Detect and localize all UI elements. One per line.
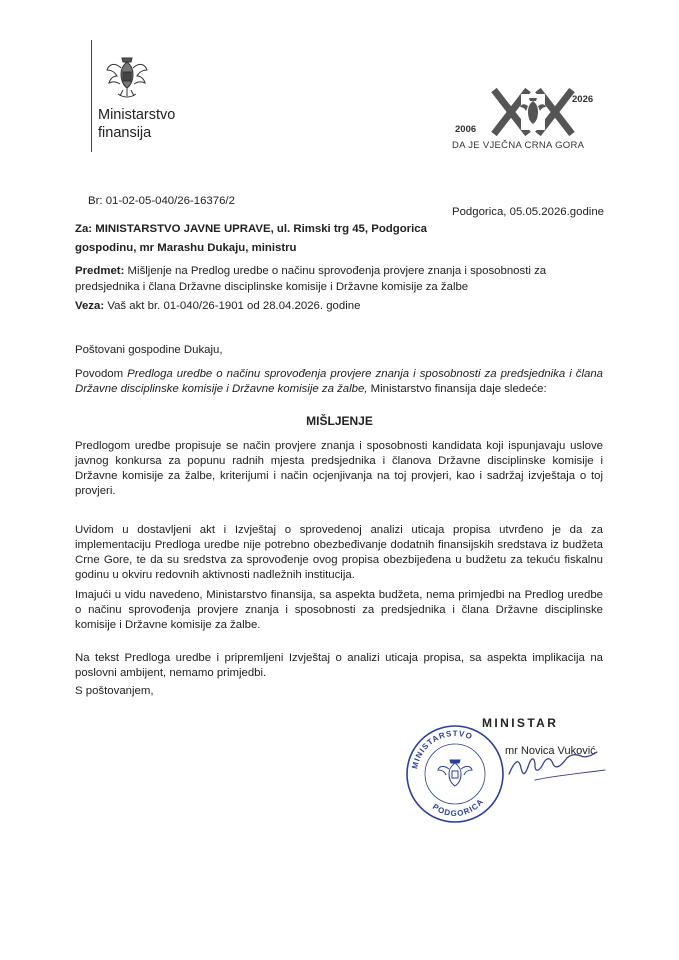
reference-text: Vaš akt br. 01-040/26-1901 od 28.04.2026. godine xyxy=(107,300,361,312)
subject-line1 xyxy=(75,264,605,279)
svg-text:PODGORICA xyxy=(431,797,486,818)
coat-of-arms-icon xyxy=(104,52,150,102)
salutation: Poštovani gospodine Dukaju, xyxy=(75,344,223,356)
anniversary-year-start: 2006 xyxy=(455,124,477,135)
ministry-name xyxy=(98,106,175,142)
recipient-line2: gospodinu, mr Marashu Dukaju, ministru xyxy=(75,242,297,254)
reference-label: Veza: xyxy=(75,300,105,312)
intro-start: Povodom xyxy=(75,368,124,380)
stamp-text-top: MINISTARSTVO xyxy=(410,728,475,770)
ministry-line2: finansija xyxy=(98,125,152,141)
stamp-text-bottom: PODGORICA xyxy=(430,796,486,819)
subject-label: Predmet: xyxy=(75,265,125,277)
anniversary-logo-icon xyxy=(488,86,578,138)
anniversary-year-end: 2026 xyxy=(572,94,594,105)
place-date: Podgorica, 05.05.2026.godine xyxy=(452,206,604,218)
signatory-name: mr Novica Vuković xyxy=(505,745,596,757)
closing: S poštovanjem, xyxy=(75,685,154,697)
header-divider xyxy=(91,40,92,152)
handwritten-signature-icon xyxy=(505,746,610,786)
stamp-lettering xyxy=(403,722,507,826)
opinion-heading: MIŠLJENJE xyxy=(306,414,373,428)
paragraph-3: Imajući u vidu navedeno, Ministarstvo finansija, sa aspekta budžeta, nema primjedbi na Predlog uredbe o načinu sprovođenja provjere znanja i sposobnosti za predsjednika i člana Državne disciplinske komisije i Državne komisije za žalbe. xyxy=(75,589,603,631)
intro-paragraph xyxy=(75,367,603,397)
recipient-line1 xyxy=(75,222,427,237)
reference-link xyxy=(75,299,360,314)
recipient-address: MINISTARSTVO JAVNE UPRAVE, ul. Rimski trg 45, Podgorica xyxy=(95,223,427,235)
intro-end: Ministarstvo finansija daje sledeće: xyxy=(370,383,547,395)
subject-text-1: Mišljenje na Predlog uredbe o načinu sprovođenja provjere znanja i sposobnosti za xyxy=(127,265,547,277)
intro-italic: Predloga uredbe o načinu sprovođenja provjere znanja i sposobnosti za predsjednika i člana Državne disciplinske komisije i Državne komisije za žalbe, xyxy=(75,368,604,395)
svg-text:MINISTARSTVO xyxy=(410,729,474,770)
ministry-line1: Ministarstvo xyxy=(98,107,176,123)
reference-number: Br: 01-02-05-040/26-16376/2 xyxy=(88,195,235,207)
paragraph-4: Na tekst Predloga uredbe i pripremljeni Izvještaj o analizi uticaja propisa, sa aspekta implikacija na poslovni ambijent, nemamo primjedbi. xyxy=(75,652,603,679)
signature-title: MINISTAR xyxy=(482,716,559,730)
anniversary-slogan: DA JE VJEČNA CRNA GORA xyxy=(452,140,585,151)
paragraph-2: Uvidom u dostavljeni akt i Izvještaj o sprovedenoj analizi uticaja propisa utvrđeno je da za implementaciju Predloga uredbe nije potrebno obezbeđivanje dodatnih finansijskih sredstava iz budžeta Crne Gore, te da su sredstva za sprovođenje ovog propisa obezbijeđena u budžetu za tekuću fiskalnu godinu u okviru redovnih aktivnosti nadležnih institucija. xyxy=(75,524,603,581)
recipient-label: Za: xyxy=(75,223,93,235)
paragraph-1: Predlogom uredbe propisuje se način provjere znanja i sposobnosti kandidata koji ispunjavaju uslove javnog konkursa za popunu radnih mjesta predsjednika i članova Državne disciplinske komisije i Državne komisije za žalbe, kriterijumi i način ocjenjivanja na toj provjeri, kao i sadržaj izvještaja o toj provjeri. xyxy=(75,440,603,497)
subject-line2: predsjednika i člana Državne disciplinske komisije i Državne komisije za žalbe xyxy=(75,281,469,293)
